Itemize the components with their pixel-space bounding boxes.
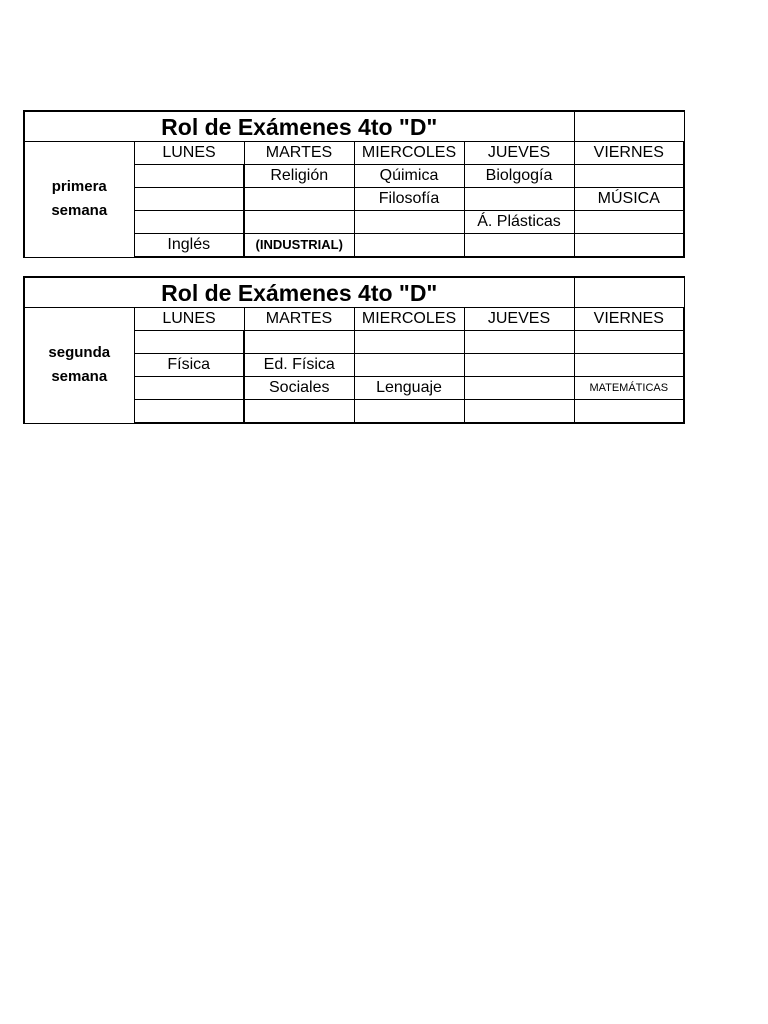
- day-header-miercoles: MIERCOLES: [354, 308, 464, 331]
- week-label-line2: semana: [51, 368, 108, 386]
- day-header-lunes: LUNES: [134, 142, 244, 165]
- schedule-title: Rol de Exámenes 4to "D": [24, 277, 574, 308]
- day-header-jueves: JUEVES: [464, 308, 574, 331]
- exam-cell: Sociales: [244, 377, 354, 400]
- exam-cell: Religión: [244, 165, 354, 188]
- exam-cell: Física: [134, 354, 244, 377]
- exam-cell: [574, 165, 684, 188]
- exam-cell: Lenguaje: [354, 377, 464, 400]
- exam-cell: [244, 188, 354, 211]
- exam-cell: [574, 354, 684, 377]
- exam-cell: Á. Plásticas: [464, 211, 574, 234]
- exam-cell: [574, 234, 684, 258]
- exam-cell: [244, 331, 354, 354]
- exam-cell: [464, 400, 574, 424]
- exam-cell: Ed. Física: [244, 354, 354, 377]
- exam-cell: [134, 211, 244, 234]
- exam-cell: [134, 331, 244, 354]
- exam-cell: [244, 211, 354, 234]
- exam-cell: [354, 331, 464, 354]
- title-empty-cell: [574, 111, 684, 142]
- exam-cell: [464, 354, 574, 377]
- exam-cell: [464, 188, 574, 211]
- exam-cell: MATEMÁTICAS: [574, 377, 684, 400]
- exam-cell: [464, 234, 574, 258]
- exam-cell: [574, 331, 684, 354]
- exam-cell: [134, 188, 244, 211]
- day-header-lunes: LUNES: [134, 308, 244, 331]
- day-header-martes: MARTES: [244, 308, 354, 331]
- exam-cell: [574, 211, 684, 234]
- week-label-line1: segunda: [48, 344, 111, 362]
- title-empty-cell: [574, 277, 684, 308]
- exam-cell: [134, 400, 244, 424]
- week-label: [24, 142, 134, 258]
- exam-schedule-week-2: [23, 276, 685, 424]
- exam-cell: [354, 211, 464, 234]
- exam-cell: Filosofía: [354, 188, 464, 211]
- week-label-line1: primera: [51, 178, 107, 196]
- exam-schedule-week-1: [23, 110, 685, 258]
- exam-cell: (INDUSTRIAL): [244, 234, 354, 258]
- day-header-viernes: VIERNES: [574, 142, 684, 165]
- day-header-viernes: VIERNES: [574, 308, 684, 331]
- exam-cell: [574, 400, 684, 424]
- exam-cell: MÚSICA: [574, 188, 684, 211]
- exam-cell: Qúimica: [354, 165, 464, 188]
- exam-cell: [464, 377, 574, 400]
- exam-cell: Inglés: [134, 234, 244, 258]
- exam-cell: [244, 400, 354, 424]
- week-label-line2: semana: [51, 202, 108, 220]
- exam-cell: [354, 400, 464, 424]
- exam-cell: [354, 234, 464, 258]
- exam-cell: [134, 377, 244, 400]
- day-header-miercoles: MIERCOLES: [354, 142, 464, 165]
- exam-cell: [354, 354, 464, 377]
- day-header-jueves: JUEVES: [464, 142, 574, 165]
- exam-cell: Biolgogía: [464, 165, 574, 188]
- week-label: [24, 308, 134, 424]
- exam-cell: [464, 331, 574, 354]
- exam-cell: [134, 165, 244, 188]
- schedule-title: Rol de Exámenes 4to "D": [24, 111, 574, 142]
- day-header-martes: MARTES: [244, 142, 354, 165]
